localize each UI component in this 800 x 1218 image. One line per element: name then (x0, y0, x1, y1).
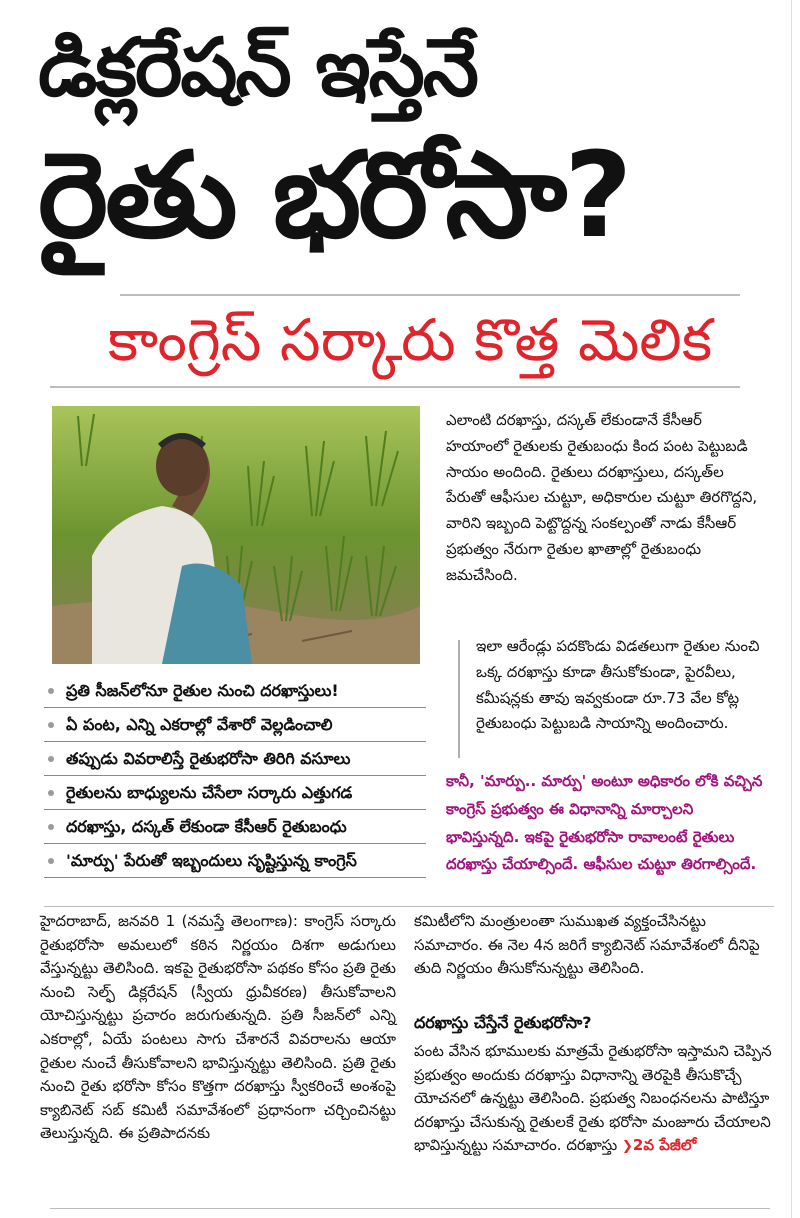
farmer-in-field-illustration (52, 406, 420, 664)
highlight-item: తప్పుడు వివరాలిస్తే రైతుభరోసా తిరిగి వసూలు (44, 742, 426, 776)
article-subheading: దరఖాస్తు చేస్తేనే రైతుభరోసా? (414, 1013, 592, 1032)
quote-bar (458, 640, 460, 758)
highlight-item: రైతులను బాధ్యులను చేసేలా సర్కారు ఎత్తుగడ (44, 776, 426, 810)
bullet-icon (48, 688, 54, 694)
divider (44, 906, 774, 907)
sidebar-paragraph-2: ఇలా ఆరేండ్లు పదకొండు విడతలుగా రైతుల నుంచి ఒక్క దరఖాస్తు కూడా తీసుకోకుండా, పైరవీలు, కమీషన్లకు తావు ఇవ్వకుండా రూ.73 వేల కోట్ల రైతుబంధు పెట్టుబడి సాయాన్ని అందించారు. (476, 637, 760, 733)
page-edge (791, 0, 800, 1218)
highlight-item: ఏ పంట, ఎన్ని ఎకరాల్లో వేశారో వెల్లడించాలి (44, 708, 426, 742)
headline-line-1: డిక్లరేషన్ ఇస్తేనే (38, 21, 477, 114)
chevron-right-icon: ❯ (622, 1139, 633, 1155)
highlight-item: దరఖాస్తు, దస్కత్ లేకుండా కేసీఆర్ రైతుబంధు (44, 810, 426, 844)
article-body-right-text: పంట వేసిన భూములకు మాత్రమే రైతుభరోసా ఇస్తామని చెప్పిన ప్రభుత్వం అందుకు దరఖాస్తు విధానాన్ని తెరపైకి తీసుకొచ్చే యోచనలో ఉన్నట్టు తెలిసింది. ప్రభుత్వ నిబంధనలను పాటిస్తూ దరఖాస్తు చేసుకున్న రైతులకే రైతు భరోసా మంజూరు చేయాలని భావిస్తున్నట్టు సమాచారం. దరఖాస్తు (414, 1042, 772, 1155)
article-body-right-top: కమిటీలోని మంత్రులంతా సుముఖత వ్యక్తంచేసినట్టు సమాచారం. ఈ నెల 4న జరిగే క్యాబినెట్ సమావేశంలో దీనిపై తుది నిర్ణయం తీసుకోనున్నట్టు తెలిసింది. (414, 912, 760, 978)
sidebar-paragraph-1: ఎలాంటి దరఖాస్తు, దస్కత్ లేకుండానే కేసీఆర్ హయాంలో రైతులకు రైతుబంధు కింద పంట పెట్టుబడి సాయం అందింది. రైతులు దరఖాస్తులు, దస్కత్‌ల పేరుతో ఆఫీసుల చుట్టూ, అధికారుల చుట్టూ తిరగొద్దని, వారిని ఇబ్బంది పెట్టొద్దన్న సంకల్పంతో నాడు కేసీఆర్ ప్రభుత్వం నేరుగా రైతుల ఖాతాల్లో రైతుబంధు జమచేసింది. (446, 411, 758, 584)
article-body-right (414, 1040, 772, 1159)
bullet-icon (48, 756, 54, 762)
subheadline: కాంగ్రెస్ సర్కారు కొత్త మెలిక (107, 306, 713, 374)
continued-link[interactable] (622, 1136, 696, 1154)
continued-label: 2వ పేజీలో (632, 1136, 697, 1155)
divider (50, 1208, 770, 1209)
farmer-photo (52, 406, 420, 664)
divider (50, 386, 740, 388)
highlight-item: 'మార్పు' పేరుతో ఇబ్బందులు సృష్టిస్తున్న కాంగ్రెస్ (44, 844, 426, 878)
highlights-list (44, 674, 426, 878)
bullet-icon (48, 858, 54, 864)
highlight-item: ప్రతి సీజన్‌లోనూ రైతుల నుంచి దరఖాస్తులు! (44, 674, 426, 708)
bullet-icon (48, 790, 54, 796)
sidebar-paragraph-3: కానీ, 'మార్పు.. మార్పు' అంటూ అధికారం లోకి వచ్చిన కాంగ్రెస్ ప్రభుత్వం ఈ విధానాన్ని మార్చాలని భావిస్తున్నది. ఇకపై రైతుభరోసా రావాలంటే రైతులు దరఖాస్తు చేయాల్సిందే. ఆఫీసుల చుట్టూ తిరగాల్సిందే. (446, 772, 763, 874)
divider (120, 294, 740, 296)
headline-line-2: రైతు భరోసా? (38, 126, 630, 264)
article-body-left: హైదరాబాద్, జనవరి 1 (నమస్తే తెలంగాణ): కాంగ్రెస్ సర్కారు రైతుభరోసా అమలులో కఠిన నిర్ణయం దిశగా అడుగులు వేస్తున్నట్టు తెలిసింది. ఇకపై రైతుభరోసా పథకం కోసం ప్రతి రైతు నుంచి సెల్ఫ్ డిక్లరేషన్ (స్వీయ ధ్రువీకరణ) తీసుకోవాలని యోచిస్తున్నట్టు ప్రచారం జరుగుతున్నది. ప్రతి సీజన్‌లో ఎన్ని ఎకరాల్లో, ఏయే పంటలు సాగు చేశారనే వివరాలను ఆయా రైతుల నుంచే తీసుకోవాలని భావిస్తున్నట్టు తెలిసింది. ప్రతి రైతు నుంచి రైతు భరోసా కోసం కొత్తగా దరఖాస్తు స్వీకరించే అంశంపై క్యాబినెట్ సబ్ కమిటీ సమావేశంలో ప్రధానంగా చర్చించినట్టు తెలుస్తున్నది. ఈ ప్రతిపాదనకు (40, 912, 396, 1143)
bullet-icon (48, 824, 54, 830)
bullet-icon (48, 722, 54, 728)
